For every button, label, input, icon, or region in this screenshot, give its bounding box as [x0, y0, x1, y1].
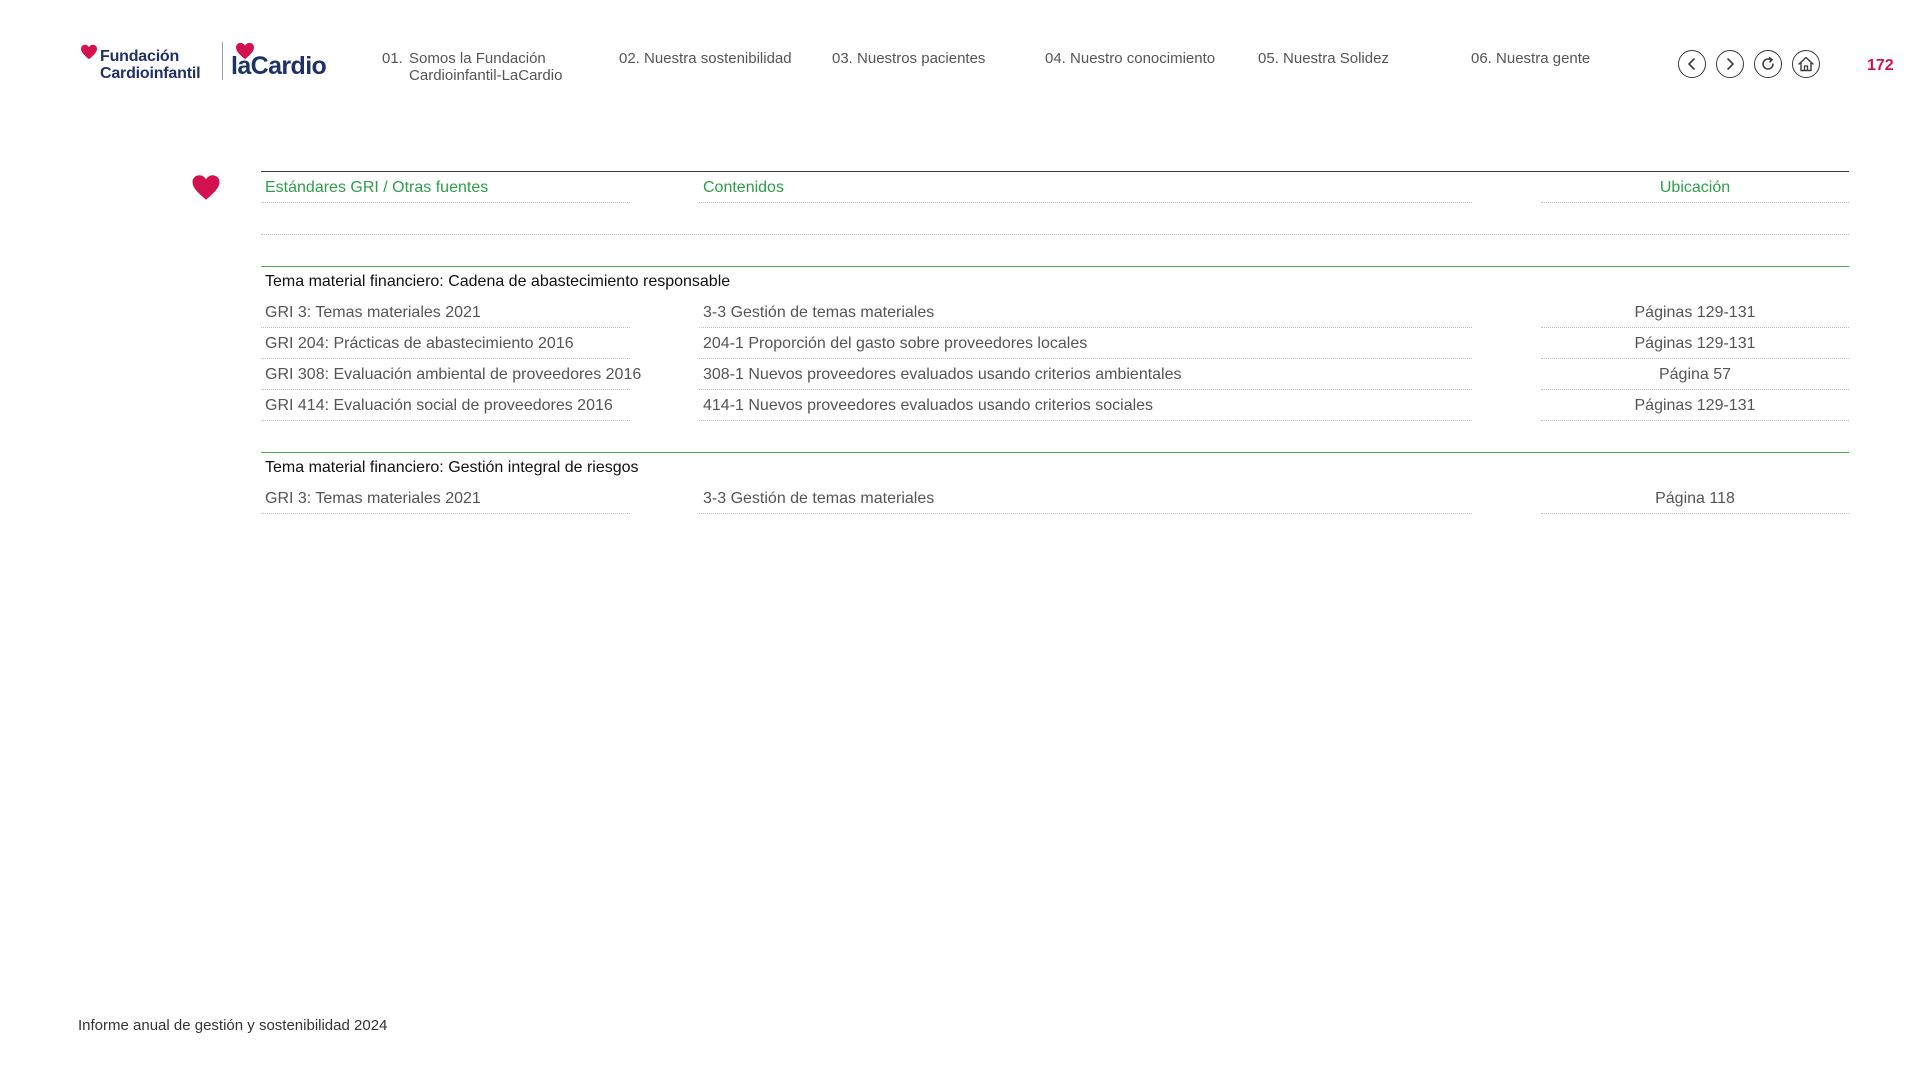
header-standards: Estándares GRI / Otras fuentes — [261, 172, 630, 203]
gri-index-table — [261, 171, 1849, 514]
chevron-left-icon — [1685, 57, 1699, 71]
fundacion-line1: Fundación — [100, 48, 180, 65]
content-cell: 204-1 Proporción del gasto sobre proveedores locales — [699, 328, 1472, 359]
table-row — [261, 297, 1849, 328]
refresh-icon — [1760, 56, 1776, 72]
page-number: 172 — [1867, 57, 1894, 74]
location-cell[interactable]: Páginas 129-131 — [1541, 390, 1849, 421]
nav-item-gente[interactable] — [1471, 50, 1590, 67]
content-cell: 414-1 Nuevos proveedores evaluados usando criterios sociales — [699, 390, 1472, 421]
nav-item-number: 03. — [832, 50, 853, 67]
next-page-button[interactable] — [1716, 50, 1744, 78]
standard-cell: GRI 308: Evaluación ambiental de proveedores 2016 — [261, 359, 630, 390]
table-spacer — [261, 421, 1849, 452]
nav-item-label: Nuestra Solidez — [1283, 50, 1389, 67]
nav-item-label: Nuestra sostenibilidad — [644, 50, 792, 67]
nav-item-number: 01. — [382, 50, 403, 67]
refresh-button[interactable] — [1754, 50, 1782, 78]
previous-page-button[interactable] — [1678, 50, 1706, 78]
section-title: Tema material financiero: Cadena de abastecimiento responsable — [261, 266, 1849, 297]
chevron-right-icon — [1723, 57, 1737, 71]
home-icon — [1797, 55, 1815, 73]
location-cell[interactable]: Páginas 129-131 — [1541, 297, 1849, 328]
location-cell[interactable]: Página 57 — [1541, 359, 1849, 390]
location-cell[interactable]: Página 118 — [1541, 483, 1849, 514]
nav-item-solidez[interactable] — [1258, 50, 1389, 67]
content-cell: 3-3 Gestión de temas materiales — [699, 297, 1472, 328]
table-row — [261, 390, 1849, 421]
nav-item-label: Nuestra gente — [1496, 50, 1591, 67]
logo-divider — [222, 42, 223, 80]
standard-cell: GRI 3: Temas materiales 2021 — [261, 297, 630, 328]
nav-item-pacientes[interactable] — [832, 50, 985, 67]
nav-item-label: Somos la Fundación Cardioinfantil-LaCardio — [409, 50, 563, 84]
heart-icon — [80, 44, 98, 60]
content-cell: 3-3 Gestión de temas materiales — [699, 483, 1472, 514]
nav-item-number: 06. — [1471, 50, 1492, 67]
report-footer: Informe anual de gestión y sostenibilidad 2024 — [78, 1017, 388, 1034]
table-header-row — [261, 172, 1849, 203]
table-empty-row — [261, 203, 1849, 235]
table-row — [261, 359, 1849, 390]
nav-item-sostenibilidad[interactable] — [619, 50, 792, 67]
nav-item-conocimiento[interactable] — [1045, 50, 1215, 67]
nav-item-label: Nuestro conocimiento — [1070, 50, 1216, 67]
lacardio-wordmark: laCardio — [231, 52, 327, 80]
nav-item-number: 05. — [1258, 50, 1279, 67]
header-contents: Contenidos — [699, 172, 1472, 203]
heart-icon — [191, 174, 221, 201]
content-cell: 308-1 Nuevos proveedores evaluados usando criterios ambientales — [699, 359, 1472, 390]
nav-item-number: 02. — [619, 50, 640, 67]
nav-item-number: 04. — [1045, 50, 1066, 67]
table-row — [261, 483, 1849, 514]
standard-cell: GRI 204: Prácticas de abastecimiento 2016 — [261, 328, 630, 359]
section-title: Tema material financiero: Gestión integral de riesgos — [261, 452, 1849, 483]
nav-item-somos[interactable] — [382, 50, 582, 84]
nav-item-label: Nuestros pacientes — [857, 50, 986, 67]
header-location: Ubicación — [1541, 172, 1849, 203]
standard-cell: GRI 3: Temas materiales 2021 — [261, 483, 630, 514]
brand-logo[interactable] — [78, 38, 338, 88]
fundacion-wordmark — [100, 48, 200, 82]
table-row — [261, 328, 1849, 359]
standard-cell: GRI 414: Evaluación social de proveedores 2016 — [261, 390, 630, 421]
location-cell[interactable]: Páginas 129-131 — [1541, 328, 1849, 359]
fundacion-line2: Cardioinfantil — [100, 65, 201, 82]
home-button[interactable] — [1792, 50, 1820, 78]
table-spacer — [261, 235, 1849, 266]
